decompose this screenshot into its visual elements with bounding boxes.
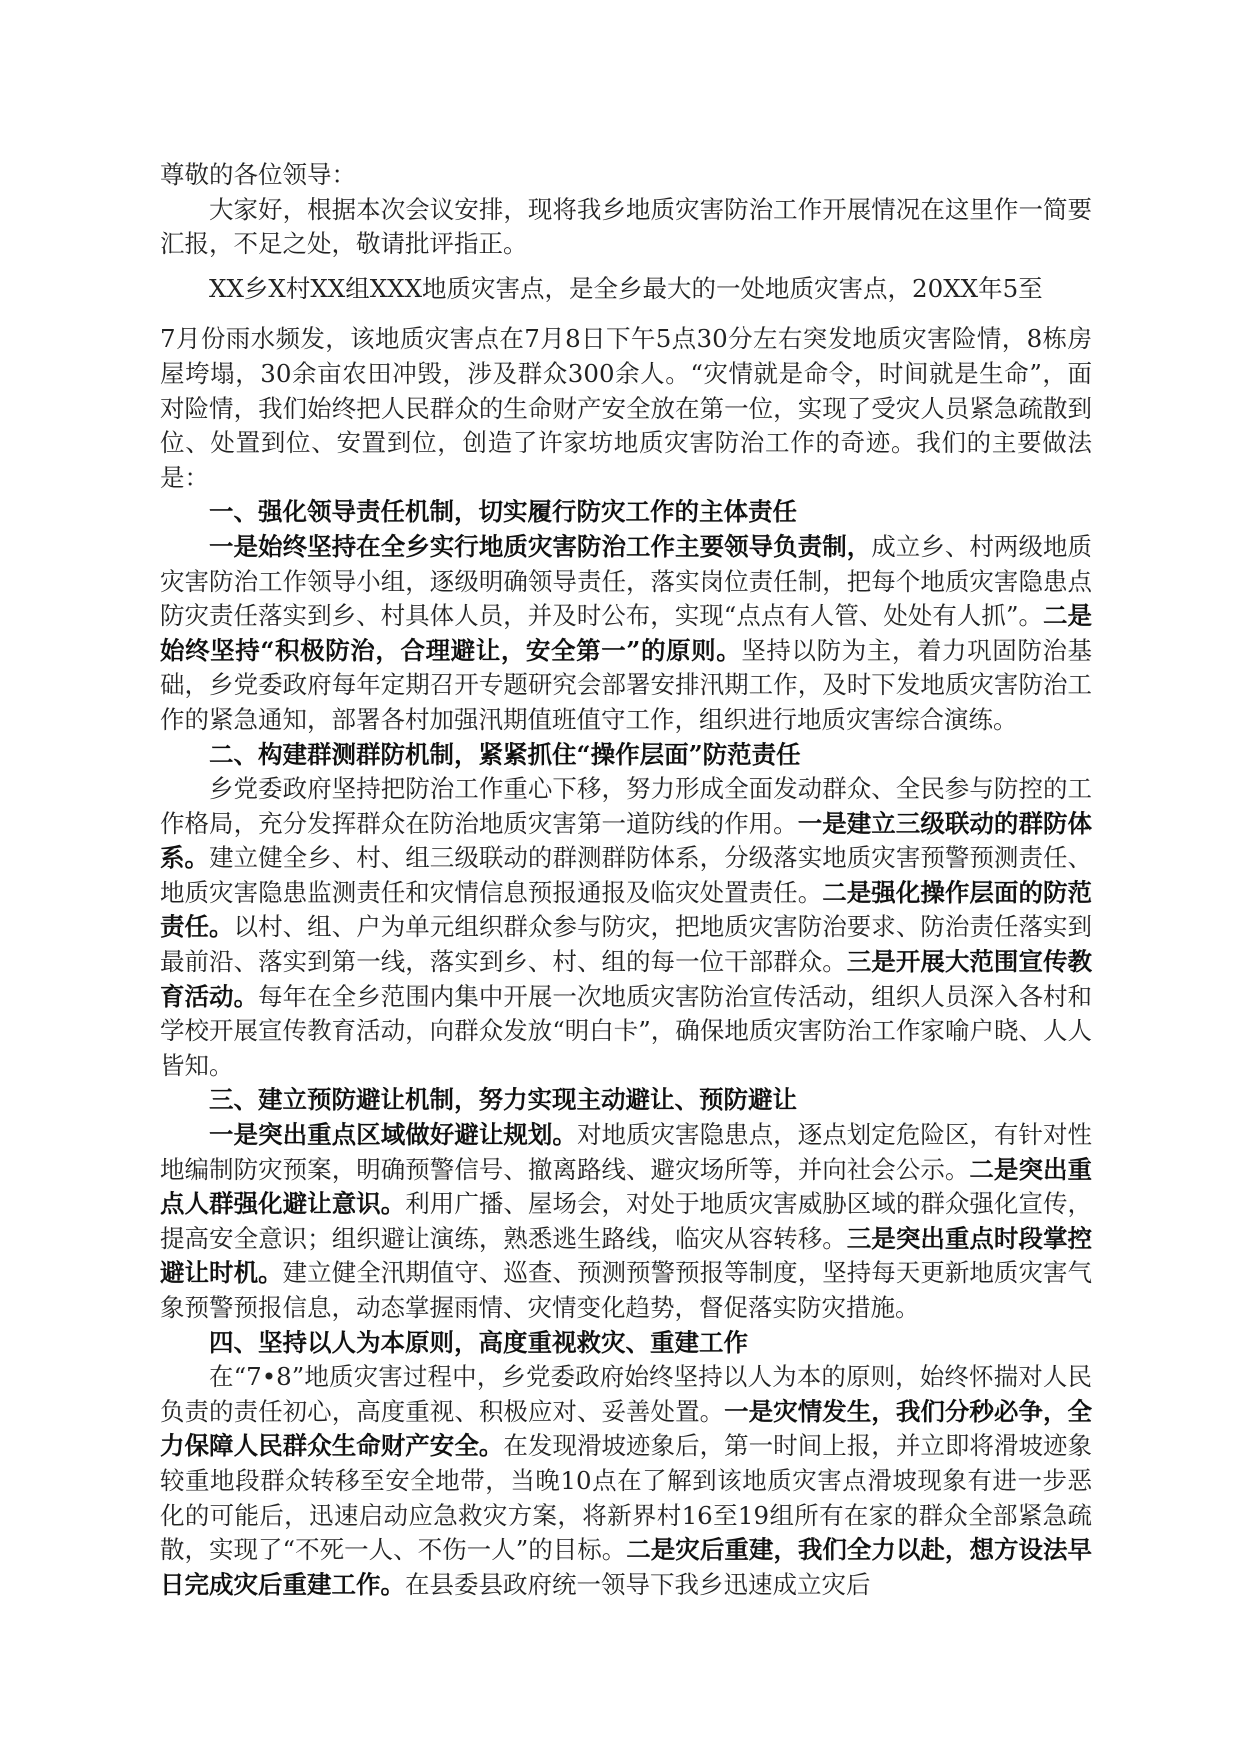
text-run: 在“7•8”地质灾害过程中，乡党委政府始终坚持以人为本的原则，始终怀揣对人民负责的责任初心，高度重视、积极应对、妥善处置。 [160, 1362, 1092, 1426]
text-run: 大家好，根据本次会议安排，现将我乡地质灾害防治工作开展情况在这里作一简要汇报，不足之处，敬请批评指正。 [160, 194, 1092, 259]
document-page [160, 158, 1092, 1602]
bold-run: 三是突出重点时段掌控避让时机。 [160, 1223, 1093, 1288]
text-run: 坚持以防为主，着力巩固防治基础，乡党委政府每年定期召开专题研究会部署安排汛期工作，及时下发地质灾害防治工作的紧急通知，部署各村加强汛期值班值守工作，组织进行地质灾害综合演练。 [160, 635, 1093, 734]
bold-run: 一是建立三级联动的群防体系。 [160, 808, 1092, 873]
bold-run: 二是始终坚持“积极防治，合理避让，安全第一”的原则。 [160, 601, 1093, 665]
text-run: 建立健全乡、村、组三级联动的群测群防体系，分级落实地质灾害预警预测责任、地质灾害隐患监测责任和灾情信息预报通报及临灾处置责任。 [160, 843, 1093, 907]
section-heading-4 [160, 1326, 1092, 1361]
text-run: 以村、组、户为单元组织群众参与防灾，把地质灾害防治要求、防治责任落实到最前沿、落实到第一线，落实到乡、村、组的每一位干部群众。 [160, 912, 1093, 977]
bold-run: 二是强化操作层面的防范责任。 [160, 877, 1093, 942]
text-run: 在县委县政府统一领导下我乡迅速成立灾后 [405, 1569, 871, 1599]
text-run: 成立乡、村两级地质灾害防治工作领导小组，逐级明确领导责任，落实岗位责任制，把每个地质灾害隐患点防灾责任落实到乡、村具体人员，并及时公布，实现“点点有人管、处处有人抓”。 [160, 531, 1093, 631]
bold-run: 一是始终坚持在全乡实行地质灾害防治工作主要领导负责制， [209, 531, 872, 561]
section-heading-3 [160, 1083, 1092, 1118]
incident-paragraph-continued [160, 322, 1092, 495]
text-run: 利用广播、屋场会，对处于地质灾害威胁区域的群众强化宣传，提高安全意识；组织避让演练，熟悉逃生路线，临灾从容转移。 [160, 1189, 1093, 1253]
bold-run: 一是灾情发生，我们分秒必争，全力保障人民群众生命财产安全。 [160, 1396, 1093, 1461]
section-body-4 [160, 1360, 1092, 1602]
bold-run: 二、构建群测群防机制，紧紧抓住“操作层面”防范责任 [209, 739, 801, 769]
bold-run: 一是突出重点区域做好避让规划。 [209, 1120, 577, 1150]
text-run: XX乡X村XX组XXX地质灾害点，是全乡最大的一处地质灾害点，20XX年5至 [209, 273, 1043, 303]
bold-run: 三、建立预防避让机制，努力实现主动避让、预防避让 [209, 1085, 797, 1115]
opening-paragraph [160, 193, 1092, 262]
section-heading-2 [160, 738, 1092, 773]
bold-run: 三是开展大范围宣传教育活动。 [160, 947, 1093, 1011]
section-heading-1 [160, 495, 1092, 530]
text-run: 乡党委政府坚持把防治工作重心下移，努力形成全面发动群众、全民参与防控的工作格局，充分发挥群众在防治地质灾害第一道防线的作用。 [160, 774, 1092, 838]
bold-run: 四、坚持以人为本原则，高度重视救灾、重建工作 [209, 1327, 748, 1357]
bold-run: 二是灾后重建，我们全力以赴，想方设法早日完成灾后重建工作。 [160, 1535, 1092, 1599]
salutation [160, 158, 1092, 193]
text-run: 对地质灾害隐患点，逐点划定危险区，有针对性地编制防灾预案，明确预警信号、撤离路线、避灾场所等，并向社会公示。 [160, 1120, 1093, 1184]
bold-run: 二是突出重点人群强化避让意识。 [160, 1154, 1092, 1219]
section-body-3 [160, 1118, 1092, 1326]
section-body-2 [160, 772, 1092, 1083]
text-run: 7月份雨水频发，该地质灾害点在7月8日下午5点30分左右突发地质灾害险情，8栋房屋垮塌，30余亩农田冲毁，涉及群众300余人。“灾情就是命令，时间就是生命”，面对险情，我们始终把人民群众的生命财产安全放在第一位，实现了受灾人员紧急疏散到位、处置到位、安置到位，创造了许家坊地质灾害防治工作的奇迹。我们的主要做法是： [160, 324, 1092, 492]
text-run: 尊敬的各位领导： [160, 160, 356, 189]
bold-run: 一、强化领导责任机制，切实履行防灾工作的主体责任 [209, 497, 797, 527]
text-run: 在发现滑坡迹象后，第一时间上报，并立即将滑坡迹象较重地段群众转移至安全地带，当晚10点在了解到该地质灾害点滑坡现象有进一步恶化的可能后，迅速启动应急救灾方案，将新界村16至19组所有在家的群众全部紧急疏散，实现了“不死一人、不伤一人”的目标。 [160, 1431, 1093, 1565]
text-run: 每年在全乡范围内集中开展一次地质灾害防治宣传活动，组织人员深入各村和学校开展宣传教育活动，向群众发放“明白卡”，确保地质灾害防治工作家喻户晓、人人皆知。 [160, 981, 1092, 1080]
text-run: 建立健全汛期值守、巡查、预测预警预报等制度，坚持每天更新地质灾害气象预警预报信息，动态掌握雨情、灾情变化趋势，督促落实防灾措施。 [160, 1258, 1093, 1322]
incident-paragraph-start [160, 272, 1092, 307]
section-body-1 [160, 530, 1092, 738]
